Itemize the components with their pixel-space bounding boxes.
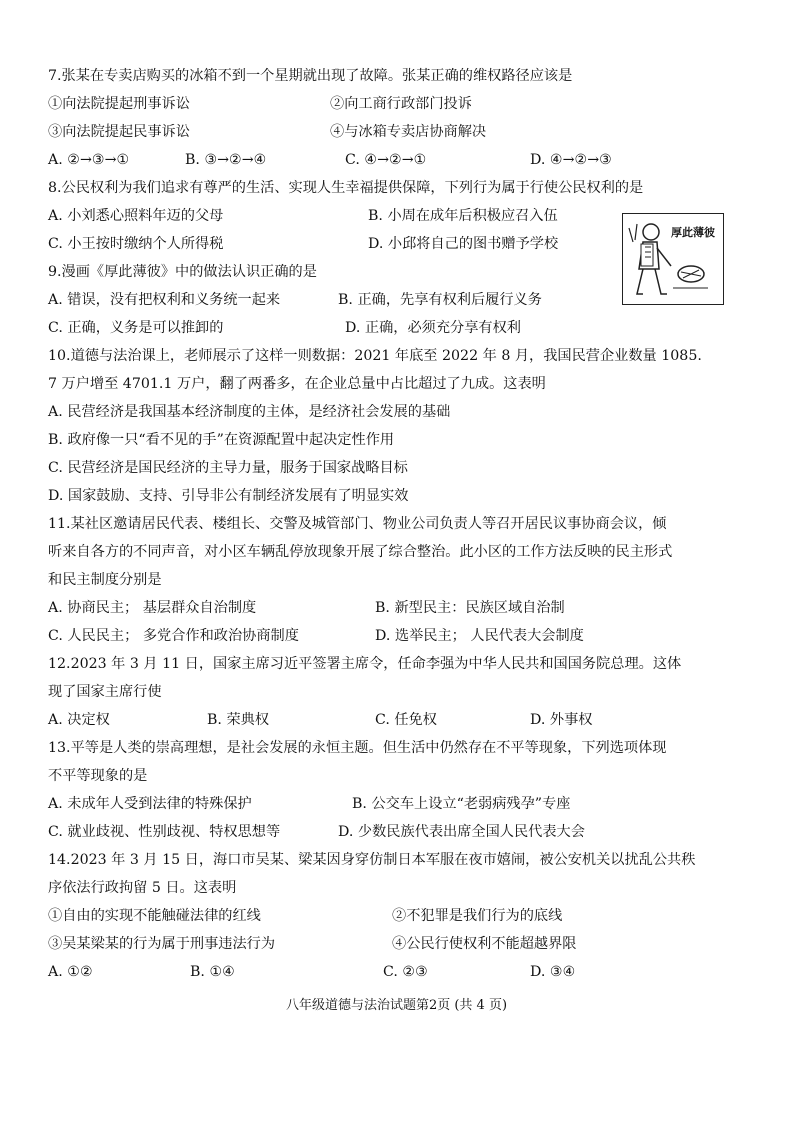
q12-stem-line-1: 12.2023 年 3 月 11 日，国家主席习近平签署主席令，任命李强为中华人民共和国国务院总理。这体 — [48, 656, 682, 672]
q7-statement-2: ②向工商行政部门投诉 — [330, 96, 472, 112]
cartoon-caption: 厚此薄彼 — [671, 226, 715, 239]
q11-option-b: B. 新型民主：民族区域自治制 — [375, 600, 565, 616]
q14-statement-2: ②不犯罪是我们行为的底线 — [392, 908, 563, 924]
q13-stem-line-1: 13.平等是人类的崇高理想，是社会发展的永恒主题。但生活中仍然存在不平等现象，下列选项体现 — [48, 740, 667, 756]
q12-stem-line-2: 现了国家主席行使 — [48, 684, 162, 700]
q13-option-a: A. 未成年人受到法律的特殊保护 — [48, 796, 252, 812]
cartoon-image — [622, 213, 724, 305]
q13-option-c: C. 就业歧视、性别歧视、特权思想等 — [48, 824, 281, 840]
q12-option-b: B. 荣典权 — [207, 712, 270, 728]
q9-option-c: C. 正确，义务是可以推卸的 — [48, 320, 224, 336]
q9-option-d: D. 正确，必须充分享有权利 — [345, 320, 521, 336]
q7-option-d: D. ④→②→③ — [530, 152, 612, 168]
q8-option-b: B. 小周在成年后积极应召入伍 — [368, 208, 558, 224]
q13-option-b: B. 公交车上设立“老弱病残孕”专座 — [352, 796, 571, 812]
q10-option-c: C. 民营经济是国民经济的主导力量，服务于国家战略目标 — [48, 460, 408, 476]
q11-stem-line-3: 和民主制度分别是 — [48, 572, 162, 588]
q10-option-b: B. 政府像一只“看不见的手”在资源配置中起决定性作用 — [48, 432, 395, 448]
q13-option-d: D. 少数民族代表出席全国人民代表大会 — [338, 824, 585, 840]
q14-option-a: A. ①② — [48, 964, 93, 980]
q13-stem-line-2: 不平等现象的是 — [48, 768, 148, 784]
q11-option-d: D. 选举民主； 人民代表大会制度 — [375, 628, 584, 644]
q8-option-c: C. 小王按时缴纳个人所得税 — [48, 236, 224, 252]
q11-option-c: C. 人民民主； 多党合作和政治协商制度 — [48, 628, 299, 644]
q10-stem-line-2: 7 万户增至 4701.1 万户，翻了两番多，在企业总量中占比超过了九成。这表明 — [48, 376, 546, 392]
q7-statement-1: ①向法院提起刑事诉讼 — [48, 96, 190, 112]
q10-option-a: A. 民营经济是我国基本经济制度的主体，是经济社会发展的基础 — [48, 404, 451, 420]
q9-stem: 9.漫画《厚此薄彼》中的做法认识正确的是 — [48, 264, 317, 280]
q14-stem-line-1: 14.2023 年 3 月 15 日，海口市吴某、梁某因身穿仿制日本军服在夜市嬉闹，被公安机关以扰乱公共秩 — [48, 852, 696, 868]
q14-option-c: C. ②③ — [383, 964, 428, 980]
q10-stem-line-1: 10.道德与法治课上，老师展示了这样一则数据：2021 年底至 2022 年 8 月，我国民营企业数量 1085. — [48, 348, 702, 364]
q12-option-a: A. 决定权 — [48, 712, 110, 728]
q7-option-b: B. ③→②→④ — [185, 152, 267, 168]
q7-option-a: A. ②→③→① — [48, 152, 130, 168]
q8-option-a: A. 小刘悉心照料年迈的父母 — [48, 208, 224, 224]
q14-statement-3: ③吴某梁某的行为属于刑事违法行为 — [48, 936, 276, 952]
page-footer: 八年级道德与法治试题第2页 (共 4 页) — [285, 998, 508, 1013]
q7-option-c: C. ④→②→① — [345, 152, 427, 168]
q10-option-d: D. 国家鼓励、支持、引导非公有制经济发展有了明显实效 — [48, 488, 409, 504]
q7-statement-3: ③向法院提起民事诉讼 — [48, 124, 190, 140]
q14-option-b: B. ①④ — [190, 964, 235, 980]
q9-option-b: B. 正确，先享有权利后履行义务 — [338, 292, 542, 308]
q11-option-a: A. 协商民主； 基层群众自治制度 — [48, 600, 257, 616]
q12-option-d: D. 外事权 — [530, 712, 593, 728]
q11-stem-line-1: 11.某社区邀请居民代表、楼组长、交警及城管部门、物业公司负责人等召开居民议事协商会议，倾 — [48, 516, 667, 532]
q7-stem: 7.张某在专卖店购买的冰箱不到一个星期就出现了故障。张某正确的维权路径应该是 — [48, 68, 573, 84]
q9-option-a: A. 错误，没有把权利和义务统一起来 — [48, 292, 281, 308]
q11-stem-line-2: 听来自各方的不同声音，对小区车辆乱停放现象开展了综合整治。此小区的工作方法反映的民主形式 — [48, 544, 673, 560]
q12-option-c: C. 任免权 — [375, 712, 437, 728]
q8-stem: 8.公民权利为我们追求有尊严的生活、实现人生幸福提供保障，下列行为属于行使公民权利的是 — [48, 180, 644, 196]
q7-statement-4: ④与冰箱专卖店协商解决 — [330, 124, 487, 140]
q14-statement-1: ①自由的实现不能触碰法律的红线 — [48, 908, 261, 924]
q8-option-d: D. 小邱将自己的图书赠予学校 — [368, 236, 559, 252]
q14-option-d: D. ③④ — [530, 964, 576, 980]
q14-stem-line-2: 序依法行政拘留 5 日。这表明 — [48, 880, 237, 896]
q14-statement-4: ④公民行使权利不能超越界限 — [392, 936, 577, 952]
